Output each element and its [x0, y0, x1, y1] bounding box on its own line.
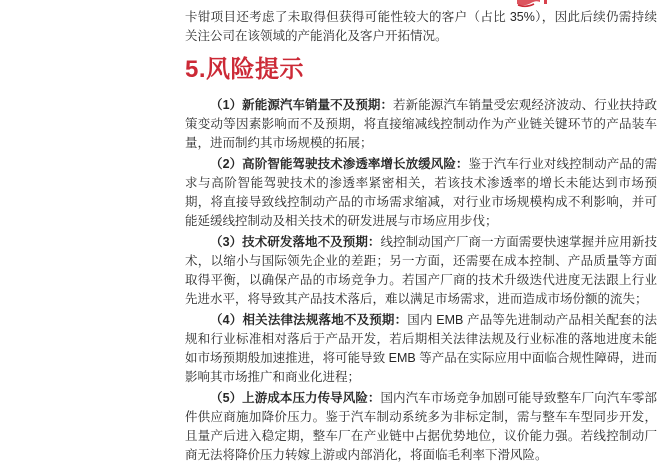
risk-item-4-body: 国内 EMB 产品等先进制动产品相关配套的法规和行业标准相对落后于产品开发，若后期相关法律法规及行业标准的落地进度未能如市场预期般加速推进，将可能导致 EMB 等产品在实际应用中面临合规性障碍，进而影响其市场推广和商业化进程； [185, 313, 657, 384]
risk-item-3-lead: （3）技术研发落地不及预期： [210, 235, 381, 249]
risk-item-3 [185, 233, 657, 309]
risk-item-2 [185, 155, 657, 231]
risk-item-5 [185, 389, 657, 463]
risk-item-3-body: 线控制动国产厂商一方面需要快速掌握并应用新技术，以缩小与国际领先企业的差距；另一方面，还需要在成本控制、产品质量等方面取得平衡，以确保产品的市场竞争力。若国产厂商的技术升级迭代进度无法跟上行业先进水平，将导致其产品技术落后，难以满足市场需求，进而造成市场份额的流失； [185, 235, 657, 306]
section-heading-risk-warning: 5.风险提示 [185, 56, 305, 83]
paragraph-continuation: 卡钳项目还考虑了未取得但获得可能性较大的客户（占比 35%），因此后续仍需持续关注公司在该领域的产能消化及客户开拓情况。 [185, 10, 657, 43]
risk-item-4 [185, 311, 657, 387]
risk-item-1 [185, 96, 657, 153]
risk-item-4-lead: （4）相关法律法规落地不及预期： [210, 313, 408, 327]
risk-item-2-body: 鉴于汽车行业对线控制动产品的需求与高阶智能驾驶技术的渗透率紧密相关，若该技术渗透率的增长未能达到市场预期，将直接导致线控制动产品的市场需求缩减，对行业市场规模构成不利影响，并可能延缓线控制动及相关技术的研发进展与市场应用步伐； [185, 157, 657, 228]
document-content [185, 8, 657, 463]
risk-item-5-body: 国内汽车市场竞争加剧可能导致整车厂向汽车零部件供应商施加降价压力。鉴于汽车制动系统多为非标定制，需与整车车型同步开发，且量产后进入稳定期，整车厂在产业链中占据优势地位，议价能力强。若线控制动厂商无法将降价压力转嫁上游或内部消化，将面临毛利率下滑风险。 [185, 391, 657, 462]
risk-item-5-lead: （5）上游成本压力传导风险： [210, 391, 381, 405]
risk-item-1-body: 若新能源汽车销量受宏观经济波动、行业扶持政策变动等因素影响而不及预期，将直接缩减线控制动作为产业链关键环节的产品装车量，进而制约其市场规模的拓展； [185, 98, 657, 150]
risk-item-2-lead: （2）高阶智能驾驶技术渗透率增长放缓风险： [210, 157, 469, 171]
risk-item-1-lead: （1）新能源汽车销量不及预期： [210, 98, 394, 112]
